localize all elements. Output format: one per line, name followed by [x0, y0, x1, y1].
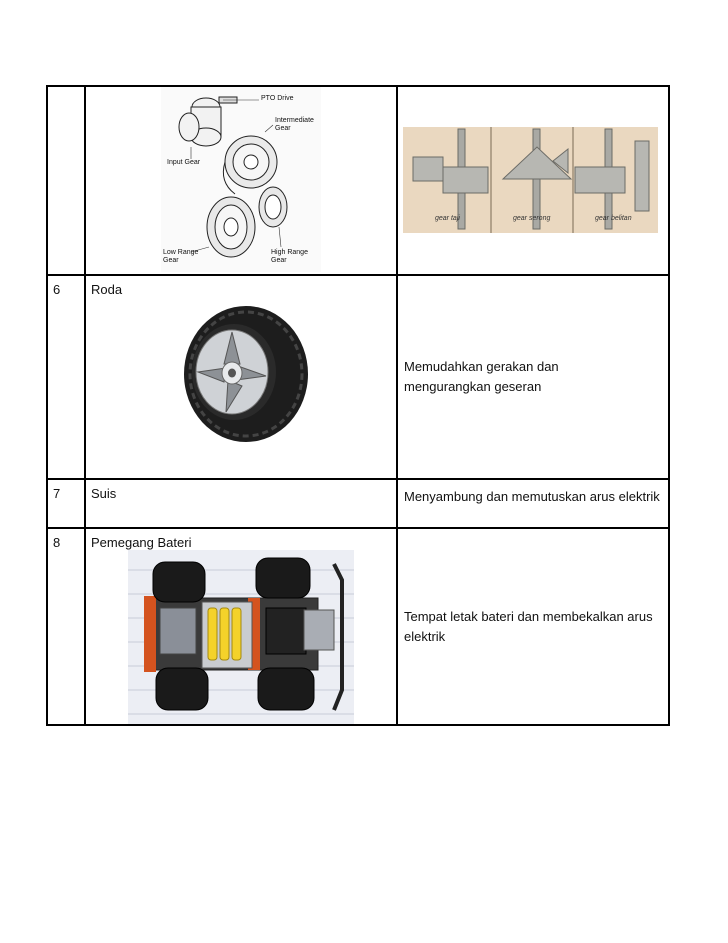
table-row — [47, 528, 669, 725]
item-cell — [85, 86, 397, 275]
label-intermediate-gear: Intermediate Gear — [275, 117, 314, 132]
battery-holder-car-image — [128, 550, 354, 724]
description-cell — [397, 528, 669, 725]
table-row — [47, 479, 669, 528]
item-name: Roda — [91, 282, 123, 297]
row-number: 8 — [53, 535, 61, 550]
row-number: 6 — [53, 282, 61, 297]
table-row — [47, 275, 669, 479]
description-cell — [397, 275, 669, 479]
item-name: Suis — [91, 486, 117, 501]
row-description: Menyambung dan memutuskan arus elektrik — [404, 489, 660, 504]
item-cell — [85, 275, 397, 479]
row-number — [48, 87, 84, 92]
row-number-cell — [47, 528, 85, 725]
label-gear-belitan: gear belitan — [595, 215, 632, 222]
description-cell — [397, 479, 669, 528]
components-table — [46, 85, 670, 726]
row-number-cell — [47, 479, 85, 528]
row-description: Tempat letak bateri dan membekalkan arus elektrik — [404, 608, 653, 644]
gear-types-photo — [403, 127, 658, 233]
row-description: Memudahkan gerakan dan mengurangkan geseran — [404, 359, 559, 394]
label-high-range-gear: High Range Gear — [271, 249, 308, 264]
label-low-range-gear: Low Range Gear — [163, 249, 199, 264]
label-gear-serong: gear serong — [513, 215, 551, 222]
description-cell — [397, 86, 669, 275]
table-row-gears — [47, 86, 669, 275]
item-name: Pemegang Bateri — [91, 535, 192, 550]
label-pto-drive: PTO Drive — [261, 95, 294, 102]
label-gear-taji: gear taji — [435, 215, 460, 222]
label-input-gear: Input Gear — [167, 159, 201, 166]
gear-assembly-diagram — [161, 87, 321, 272]
item-cell — [85, 528, 397, 725]
item-cell — [85, 479, 397, 528]
row-number-cell — [47, 275, 85, 479]
row-number: 7 — [53, 486, 61, 501]
row-number-cell — [47, 86, 85, 275]
wheel-image — [174, 302, 310, 444]
